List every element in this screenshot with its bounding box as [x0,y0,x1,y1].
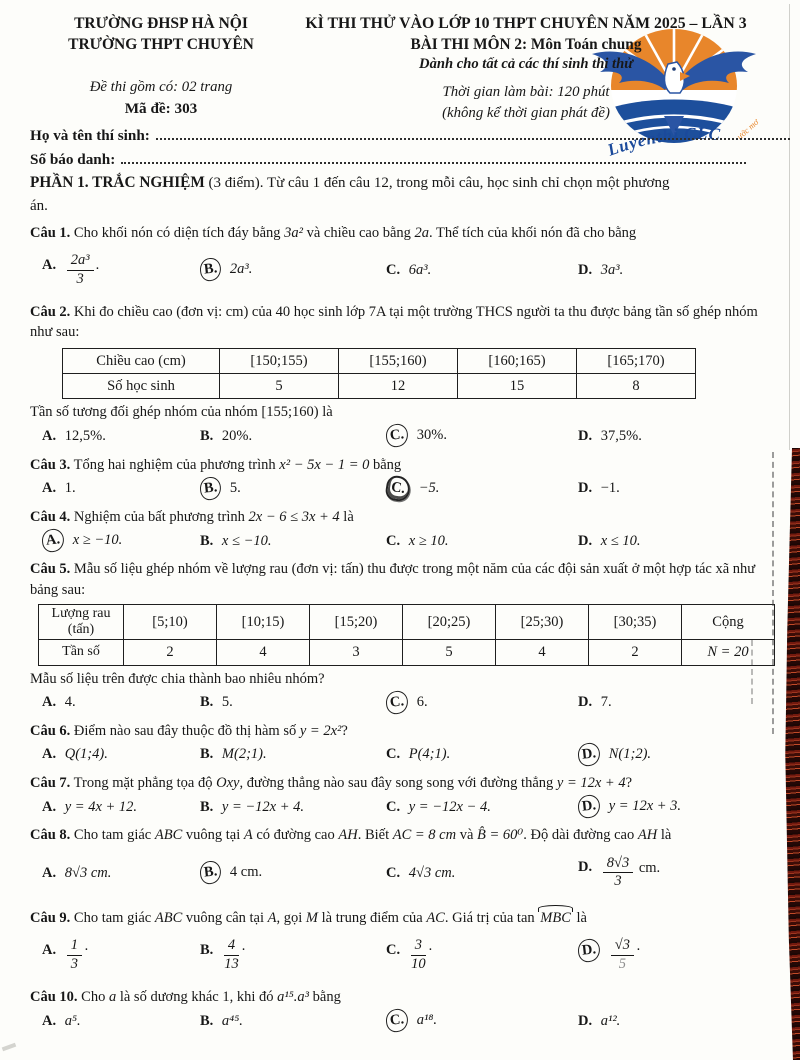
text-run: 8√3 cm. [64,864,112,881]
table-cell: 15 [458,373,577,398]
option-label: B. [200,1012,214,1029]
text-run: vuông cân tại [182,909,268,926]
text-run: · [83,941,89,958]
question-number: Câu 2. [30,304,71,321]
text-run: AC [426,909,445,926]
text-run: a¹⁸. [416,1012,437,1029]
fraction-denominator: 3 [614,873,622,890]
questions-list [30,223,788,1034]
text-run: y = −12x + 4. [221,798,305,815]
frequency-table [62,348,696,400]
text-run: ? [625,775,633,792]
option [42,478,200,498]
option [578,426,788,446]
text-run: A [267,909,277,926]
text-run: Trong mặt phẳng tọa độ [73,775,217,792]
table-cell: Chiều cao (cm) [63,348,220,373]
text-run: x ≥ −10. [72,532,123,549]
text-run: AH [338,827,358,844]
text-run: x ≥ 10. [408,532,449,549]
fraction-numerator: 3 [411,938,426,956]
exam-code: Mã đề: 303 [124,99,198,117]
school-block [30,14,292,123]
text-run: . Biết [357,827,393,844]
option [386,260,578,280]
school-name-2: TRƯỜNG THPT CHUYÊN [68,35,254,53]
table-cell: [20;25) [403,605,496,640]
text-run: AH [637,827,658,844]
scan-dashed-line-short [751,640,753,704]
selected-answer-mark: C. [385,423,409,448]
text-run: là số dương khác 1, khi đó [116,989,278,1005]
text-run: Nghiệm của bất phương trình [73,509,249,526]
text-run: 1. [64,480,76,497]
question-stem [30,302,788,343]
text-run: Tổng hai nghiệm của phương trình [73,456,280,473]
option-label: D. [578,532,593,549]
question-number: Câu 7. [30,775,71,792]
candidate-id-label: Số báo danh: [30,150,116,168]
options-row [30,476,788,501]
text-run: . Thể tích của khối nón đã cho bằng [429,224,637,241]
fraction [67,253,94,287]
fraction-denominator: 3 [70,955,78,972]
option-label: A. [42,864,57,881]
text-run: P(4;1). [408,746,451,763]
question-stem [30,507,788,527]
text-run: −5. [418,479,440,496]
question-stem [30,987,788,1007]
option [200,744,386,764]
fraction-denominator: 10 [411,955,426,972]
text-run: y = 12x + 3. [608,798,682,815]
fraction-numerator: 1 [67,938,82,956]
text-run: 7. [600,694,612,711]
question-subtext [30,669,788,689]
text-run: a [108,989,117,1005]
table-cell: [160;165) [458,348,577,373]
options-row [30,528,788,553]
option-label: C. [386,941,401,958]
option [42,797,200,817]
option-label: C. [386,746,401,763]
text-run: 2x − 6 ≤ 3x + 4 [248,509,340,526]
option-label: A. [42,746,57,763]
text-run: A [243,827,253,844]
option [42,692,200,712]
question-block [30,825,788,898]
exam-duration: Thời gian làm bài: 120 phút [442,83,610,100]
text-run: ? [341,722,348,739]
selected-answer-mark: A. [41,528,65,553]
text-run: y = 2x² [299,722,342,739]
text-run: 6a³. [408,261,432,278]
option [386,424,578,447]
option [578,1011,788,1031]
option [42,863,200,883]
part1-heading [30,172,792,194]
exam-duration-note: (không kể thời gian phát đề) [442,104,610,121]
table-cell: [5;10) [124,605,217,640]
text-run: · [427,941,433,958]
text-run: 37,5%. [600,427,642,444]
selected-answer-mark: D. [577,938,601,963]
option [578,795,788,818]
table-row [63,348,696,373]
text-run: B̂ = 60⁰ [477,827,524,844]
option-label: D. [578,859,593,876]
fraction-numerator: 2a³ [67,253,94,271]
options-row [30,847,788,899]
fraction-denominator: 5 [618,955,626,972]
text-run: 20%. [221,427,253,444]
selected-answer-mark: C. [385,690,409,715]
fraction-numerator: 4 [224,938,239,956]
option [200,1011,386,1031]
question-number: Câu 3. [30,456,71,473]
option [578,692,788,712]
question-stem [30,721,788,741]
table-cell: 8 [577,373,696,398]
text-run: 5. [221,694,233,711]
option [200,477,386,500]
table-cell: 2 [124,640,217,665]
text-run: x ≤ 10. [600,532,641,549]
table-cell: [150;155) [220,348,339,373]
fraction [411,938,426,972]
fraction [611,938,634,972]
options-row [30,424,788,449]
text-run: cm. [635,859,661,876]
text-run: AC = 8 cm [392,827,457,844]
candidate-name-dotted-field [156,123,790,140]
question-block [30,559,788,714]
question-stem [30,455,788,475]
table-cell: [30;35) [589,605,682,640]
text-run: N(1;2). [608,745,652,762]
part1-instructions-cont: án. [30,197,48,214]
exam-title-block [292,14,790,123]
table-cell: 4 [217,640,310,665]
table-cell: N = 20 [682,640,775,665]
logo-slogan: ước mơ [734,116,761,142]
options-row [30,929,788,981]
text-run: ABC [154,827,183,844]
fraction [67,938,82,972]
option [42,529,200,552]
pages-info: Đề thi gồm có: 02 trang [89,78,233,95]
text-run: Cho [81,989,109,1005]
table-cell: 3 [310,640,403,665]
text-run: ABC [154,909,183,926]
question-block [30,905,788,981]
question-stem [30,559,788,600]
table-cell: [165;170) [577,348,696,373]
text-run: −1. [600,480,620,497]
selected-answer-mark: C. [384,474,412,503]
option [42,744,200,764]
question-block [30,507,788,553]
text-run: a⁴⁵. [221,1012,243,1029]
option-label: B. [200,798,214,815]
question-number: Câu 8. [30,827,71,844]
option [386,1009,578,1032]
school-name-1: TRƯỜNG ĐHSP HÀ NỘI [74,15,248,32]
option [200,426,386,446]
text-run: · [635,941,641,958]
table-row [63,373,696,398]
question-number: Câu 6. [30,722,71,739]
exam-header [0,0,800,123]
table-cell: 12 [339,373,458,398]
frequency-table [38,604,775,665]
text-run: M [305,909,318,926]
question-number: Câu 5. [30,561,71,578]
question-block [30,987,788,1033]
option-label: A. [42,256,57,273]
selected-answer-mark: B. [199,476,223,501]
text-run: y = 4x + 12. [64,798,138,815]
text-run: vuông tại [182,827,244,844]
table-cell: [25;30) [496,605,589,640]
option-label: D. [578,694,593,711]
selected-answer-mark: B. [199,257,223,282]
option-label: B. [200,746,214,763]
text-run: x² − 5x − 1 = 0 [279,456,370,473]
selected-answer-mark: D. [577,742,601,767]
text-run: Q(1;4). [64,746,108,763]
table-cell: [10;15) [217,605,310,640]
option [42,253,200,287]
fraction-numerator: 8√3 [603,856,633,874]
text-run: a¹². [600,1012,621,1029]
text-run: 2a³. [229,261,253,278]
text-run: 30%. [416,427,447,444]
text-run: Tần số tương đối ghép nhóm của nhóm [155;160) là [30,404,333,421]
option [42,1011,200,1031]
text-run: 4 cm. [229,864,263,881]
text-run: Cho tam giác [73,827,155,844]
option [386,797,578,817]
text-run: và chiều cao bằng [303,224,415,241]
text-run: Mẫu số liệu ghép nhóm về lượng rau (đơn vị: tấn) thu được trong một năm của các đội sản xuất ở một hợp tác xã như bảng sau: [30,561,756,598]
question-number: Câu 1. [30,224,71,241]
table-cell: 4 [496,640,589,665]
table-cell: [15;20) [310,605,403,640]
option-label: D. [578,1012,593,1029]
fraction-numerator: √3 [611,938,634,956]
logo-text: Luyenthi CLC [604,124,722,160]
table-cell: [155;160) [339,348,458,373]
text-run: . [95,256,100,273]
table-row [39,605,775,640]
option-label: C. [386,864,401,881]
text-run: , đường thẳng nào sau đây song song với đường thẳng [239,775,557,792]
text-run: Điểm nào sau đây thuộc đồ thị hàm số [73,722,300,739]
text-run: bằng [309,989,341,1005]
options-row [30,742,788,767]
text-run: là [339,509,354,526]
text-run: , gọi [276,909,306,926]
text-run: 3a³. [600,261,624,278]
text-run: x ≤ −10. [221,532,272,549]
table-cell: 5 [403,640,496,665]
fraction-denominator: 3 [76,270,84,287]
text-run: Cho tam giác [73,909,155,926]
angle-arc-notation: MBC [538,905,573,928]
option-label: A. [42,480,57,497]
text-run: 5. [229,479,241,496]
text-run: 3a² [284,224,303,241]
option-label: A. [42,1012,57,1029]
selected-answer-mark: B. [199,860,223,885]
fraction [224,938,239,972]
text-run: Oxy [216,775,240,792]
option [200,258,386,281]
text-run: có đường cao [252,827,339,844]
question-number: Câu 9. [30,909,71,926]
option [200,861,386,884]
option-label: D. [578,261,593,278]
option [42,426,200,446]
question-stem [30,773,788,793]
table-cell: Số học sinh [63,373,220,398]
text-run: là [572,909,587,926]
question-block [30,721,788,767]
options-row [30,690,788,715]
text-run: · [241,941,247,958]
options-row [30,1008,788,1033]
option [386,863,578,883]
table-cell: 2 [589,640,682,665]
selected-answer-mark: C. [385,1008,409,1033]
question-block [30,302,788,448]
question-stem [30,223,788,243]
option [578,478,788,498]
text-run: a⁵. [64,1012,81,1029]
option [386,744,578,764]
table-cell: Cộng [682,605,775,640]
option [200,938,386,972]
option-label: B. [200,427,214,444]
option [42,938,200,972]
candidate-id-dotted-field [121,147,746,164]
text-run: . Độ dài đường cao [523,827,638,844]
option-label: C. [386,532,401,549]
option-label: A. [42,694,57,711]
text-run: Khi đo chiều cao (đơn vị: cm) của 40 học sinh lớp 7A tại một trường THCS người ta thu được bảng tần số ghép nhóm như sau: [30,304,758,341]
question-subtext [30,402,788,422]
candidate-name-label: Họ và tên thí sinh: [30,127,150,145]
text-run: y = 12x + 4 [556,775,626,792]
exam-note: Dành cho tất cả các thí sinh thi thử [419,56,633,73]
option-label: B. [200,694,214,711]
candidate-name-line [30,123,792,146]
option-label: C. [386,261,401,278]
option-label: B. [200,532,214,549]
option-label: A. [42,798,57,815]
option-label: C. [386,798,401,815]
options-row [30,244,788,296]
option [578,743,788,766]
candidate-id-line [30,147,792,170]
option [578,856,788,890]
text-run: là trung điểm của [318,909,427,926]
selected-answer-mark: D. [577,794,601,819]
text-run: bằng [369,456,402,473]
options-row [30,794,788,819]
question-block [30,223,788,296]
scan-speck [2,1043,17,1052]
text-run: 2a [414,224,430,241]
text-run: 4. [64,694,76,711]
exam-subtitle: BÀI THI MÔN 2: Môn Toán chung [410,35,642,53]
table-cell: Lượng rau (tấn) [39,605,124,640]
text-run: y = −12x − 4. [408,798,491,815]
text-run: a¹⁵.a³ [277,989,310,1005]
text-run: Cho khối nón có diện tích đáy bằng [73,224,285,241]
option-label: B. [200,941,214,958]
option [386,476,578,501]
question-number: Câu 4. [30,509,71,526]
text-run: và [456,827,478,844]
text-run: là [657,827,672,844]
fraction [603,856,633,890]
text-run: 4√3 cm. [408,864,456,881]
exam-title: KÌ THI THỬ VÀO LỚP 10 THPT CHUYÊN NĂM 2025 – LẦN 3 [305,15,747,32]
part1-instructions: (3 điểm). Từ câu 1 đến câu 12, trong mỗi câu, học sinh chỉ chọn một phương [204,174,670,191]
option-label: A. [42,427,57,444]
scan-dashed-line [772,452,774,734]
option-label: A. [42,941,57,958]
table-cell: 5 [220,373,339,398]
text-run: 12,5%. [64,427,106,444]
question-number: Câu 10. [30,989,78,1005]
table-cell: Tần số [39,640,124,665]
text-run: 6. [416,693,428,710]
option [578,260,788,280]
option [386,531,578,551]
question-block [30,773,788,819]
option [200,797,386,817]
option-label: D. [578,480,593,497]
option [578,938,788,972]
question-block [30,455,788,502]
option-label: D. [578,427,593,444]
option [386,691,578,714]
part1-title: PHẦN 1. TRẮC NGHIỆM [30,173,205,191]
text-run: Mẫu số liệu trên được chia thành bao nhiêu nhóm? [30,670,325,687]
table-row [39,640,775,665]
fraction-denominator: 13 [224,955,239,972]
question-stem [30,825,788,845]
text-run: . Giá trị của tan [444,909,539,926]
option [200,531,386,551]
question-stem [30,905,788,928]
text-run: M(2;1). [221,746,267,763]
option [386,938,578,972]
option [200,692,386,712]
option [578,531,788,551]
